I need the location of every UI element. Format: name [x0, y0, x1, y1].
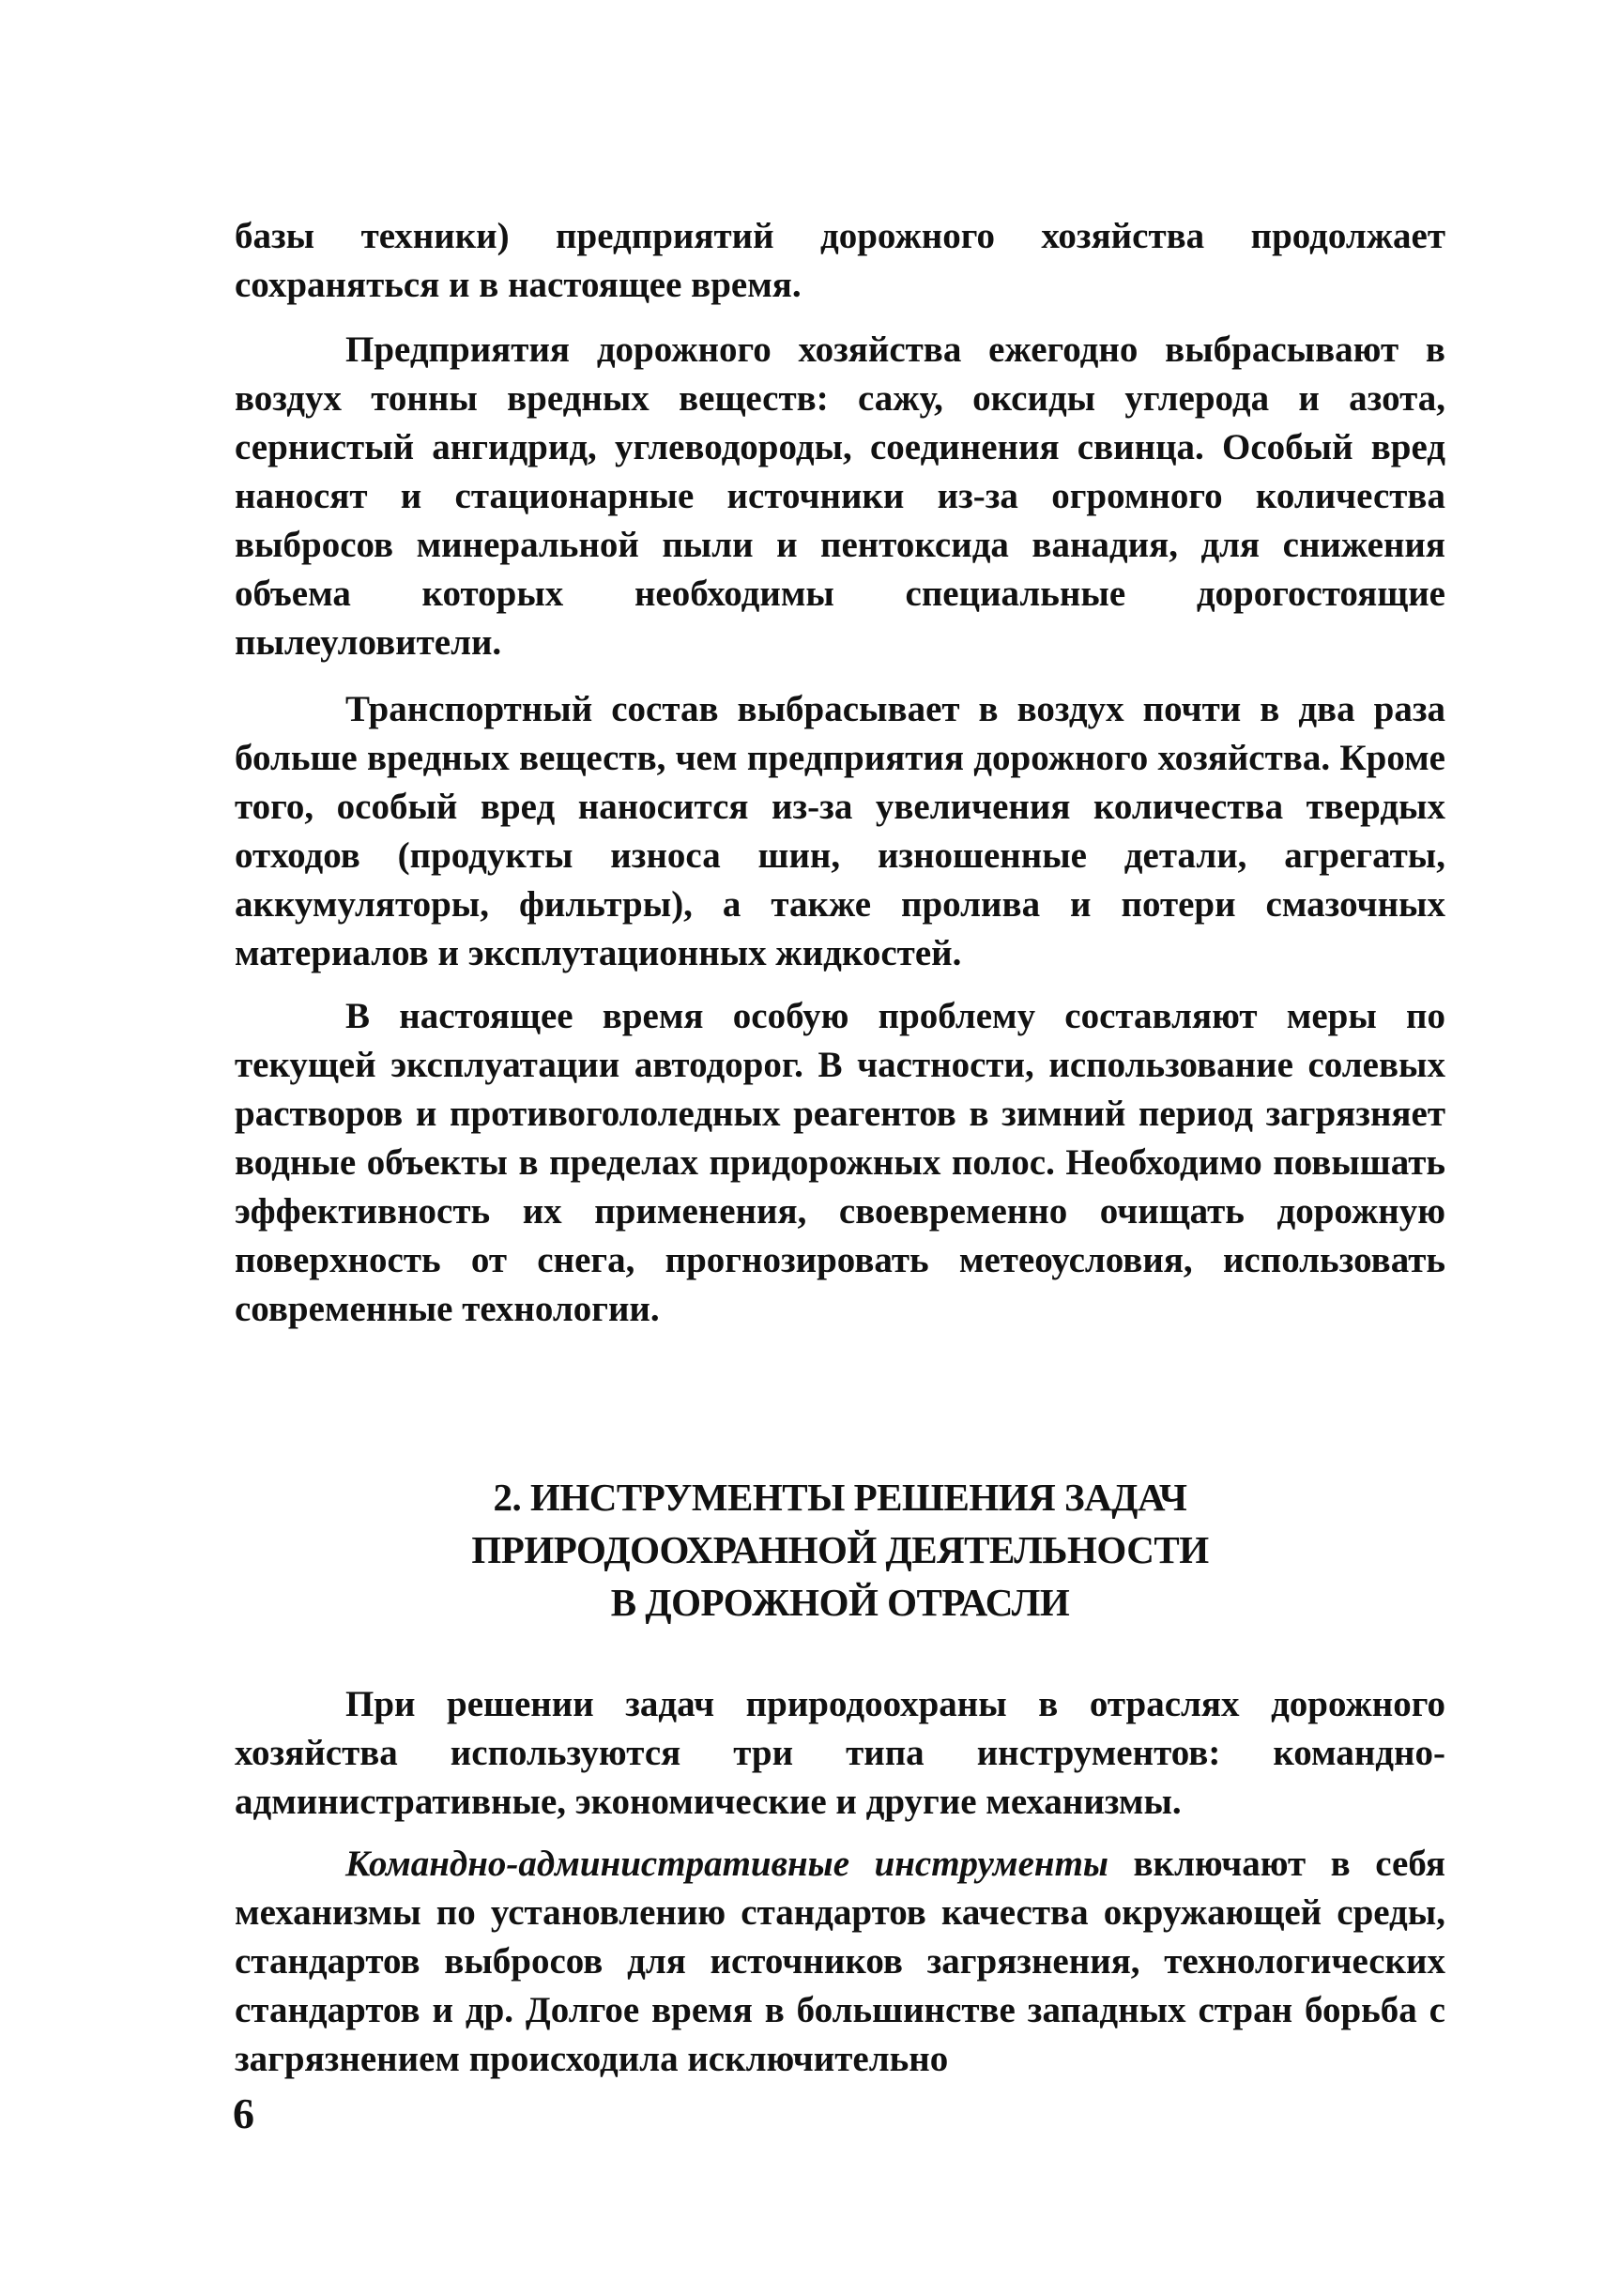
page-number: 6: [233, 2089, 254, 2137]
section-heading-line-1: 2. ИНСТРУМЕНТЫ РЕШЕНИЯ ЗАДАЧ: [493, 1476, 1187, 1519]
paragraph-instrument-types: При решении задач природоохраны в отраслях дорожного хозяйства используются три типа инструментов: командно-административные, экономические и другие механизмы.: [235, 1684, 1445, 1822]
paragraph-road-maintenance: В настоящее время особую проблему составляют меры по текущей эксплуатации автодорог. В частности, использование солевых растворов и противогололедных реагентов в зимний период загрязняет водные объекты в пределах придорожных полос. Необходимо повышать эффективность их применения, своевременно очищать дорожную поверхность от снега, прогнозировать метеоусловия, использовать современные технологии.: [235, 996, 1445, 1329]
italic-term: Командно-административные инструменты: [345, 1844, 1108, 1884]
section-heading-line-3: В ДОРОЖНОЙ ОТРАСЛИ: [610, 1581, 1070, 1624]
paragraph-road-enterprises-emissions: Предприятия дорожного хозяйства ежегодно выбрасывают в воздух тонны вредных веществ: сажу, оксиды углерода и азота, сернистый ангидрид, углеводороды, соединения свинца. Особый вред наносят и стационарные источники из-за огромного количества выбросов минеральной пыли и пентоксида ванадия, для снижения объема которых необходимы специальные дорогостоящие пылеуловители.: [235, 329, 1445, 663]
paragraph-command-administrative: [235, 1840, 1445, 2084]
section-heading: [235, 1471, 1445, 1629]
paragraph-continuation: базы техники) предприятий дорожного хозяйства продолжает сохраняться и в настоящее время.: [235, 216, 1445, 305]
paragraph-command-administrative-text: включают в себя механизмы по установлению стандартов качества окружающей среды, стандартов выбросов для источников загрязнения, технологических стандартов и др. Долгое время в большинстве западных стран борьба с загрязнением происходила исключительно: [235, 1844, 1445, 2079]
paragraph-transport-emissions: Транспортный состав выбрасывает в воздух почти в два раза больше вредных веществ, чем предприятия дорожного хозяйства. Кроме того, особый вред наносится из-за увеличения количества твердых отходов (продукты износа шин, изношенные детали, агрегаты, аккумуляторы, фильтры), а также пролива и потери смазочных материалов и эксплутационных жидкостей.: [235, 689, 1445, 973]
section-heading-line-2: ПРИРОДООХРАННОЙ ДЕЯТЕЛЬНОСТИ: [471, 1528, 1209, 1571]
